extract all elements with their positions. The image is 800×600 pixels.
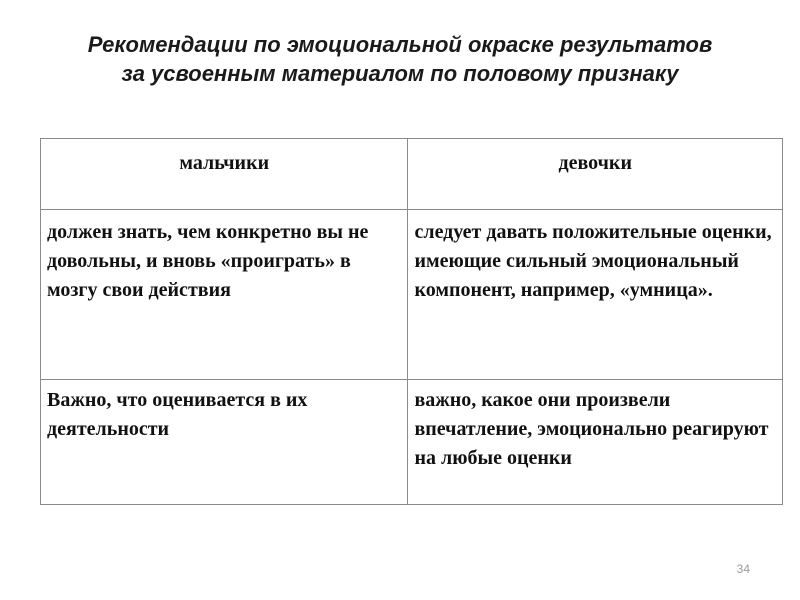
header-girls: девочки [408, 139, 783, 210]
table-row [41, 210, 783, 380]
slide-title [0, 30, 800, 88]
header-boys: мальчики [41, 139, 408, 210]
cell-girls-row-2: важно, какое они произвели впечатление, эмоционально реагируют на любые оценки [408, 380, 783, 505]
table-header-row [41, 139, 783, 210]
page-number: 34 [736, 562, 750, 576]
table-row [41, 380, 783, 505]
cell-boys-row-2: Важно, что оценивается в их деятельности [41, 380, 408, 505]
cell-girls-row-1: следует давать положительные оценки, имеющие сильный эмоциональный компонент, например, «умница». [408, 210, 783, 380]
cell-boys-row-1: должен знать, чем конкретно вы не довольны, и вновь «проиграть» в мозгу свои действия [41, 210, 408, 380]
title-line-2: за усвоенным материалом по половому признаку [121, 61, 679, 86]
recommendations-table [40, 138, 783, 505]
title-line-1: Рекомендации по эмоциональной окраске результатов [87, 32, 713, 57]
